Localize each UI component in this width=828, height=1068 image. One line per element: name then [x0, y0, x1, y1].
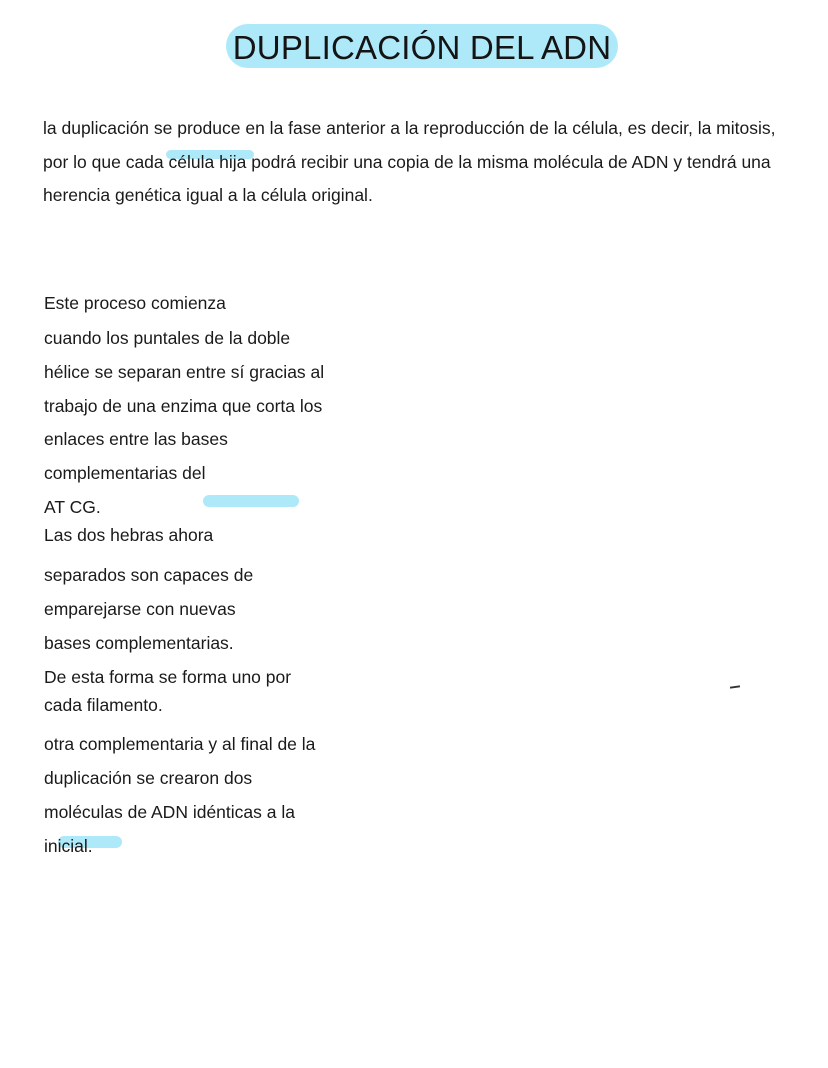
- process-line: moléculas de ADN idénticas a la: [44, 802, 295, 822]
- process-line: bases complementarias.: [44, 633, 234, 653]
- pen-mark: [730, 685, 740, 688]
- process-line: emparejarse con nuevas: [44, 599, 236, 619]
- process-line: hélice se separan entre sí gracias al: [44, 362, 325, 382]
- process-line: AT CG.: [44, 497, 101, 517]
- process-line: De esta forma se forma uno por: [44, 667, 292, 687]
- process-line: enlaces entre las bases: [44, 429, 228, 449]
- process-line: separados son capaces de: [44, 565, 254, 585]
- process-line: complementarias del: [44, 463, 206, 483]
- process-line: Este proceso comienza: [44, 293, 226, 313]
- page-title: DUPLICACIÓN DEL ADN: [232, 29, 612, 66]
- process-line: cada filamento.: [44, 695, 163, 715]
- process-line: duplicación se crearon dos: [44, 768, 253, 788]
- process-line: otra complementaria y al final de la: [44, 734, 316, 754]
- process-line: Las dos hebras ahora: [44, 525, 214, 545]
- highlight-stroke: [203, 495, 299, 507]
- intro-paragraph: la duplicación se produce en la fase anterior a la reproducción de la célula, es decir, la mitosis, por lo que cada célula hija podrá recibir una copia de la misma molécula de ADN y tendrá una herencia genética igual a la célula original.: [43, 118, 776, 205]
- process-line: trabajo de una enzima que corta los: [44, 396, 323, 416]
- process-line: inicial.: [44, 836, 93, 856]
- process-line: cuando los puntales de la doble: [44, 328, 291, 348]
